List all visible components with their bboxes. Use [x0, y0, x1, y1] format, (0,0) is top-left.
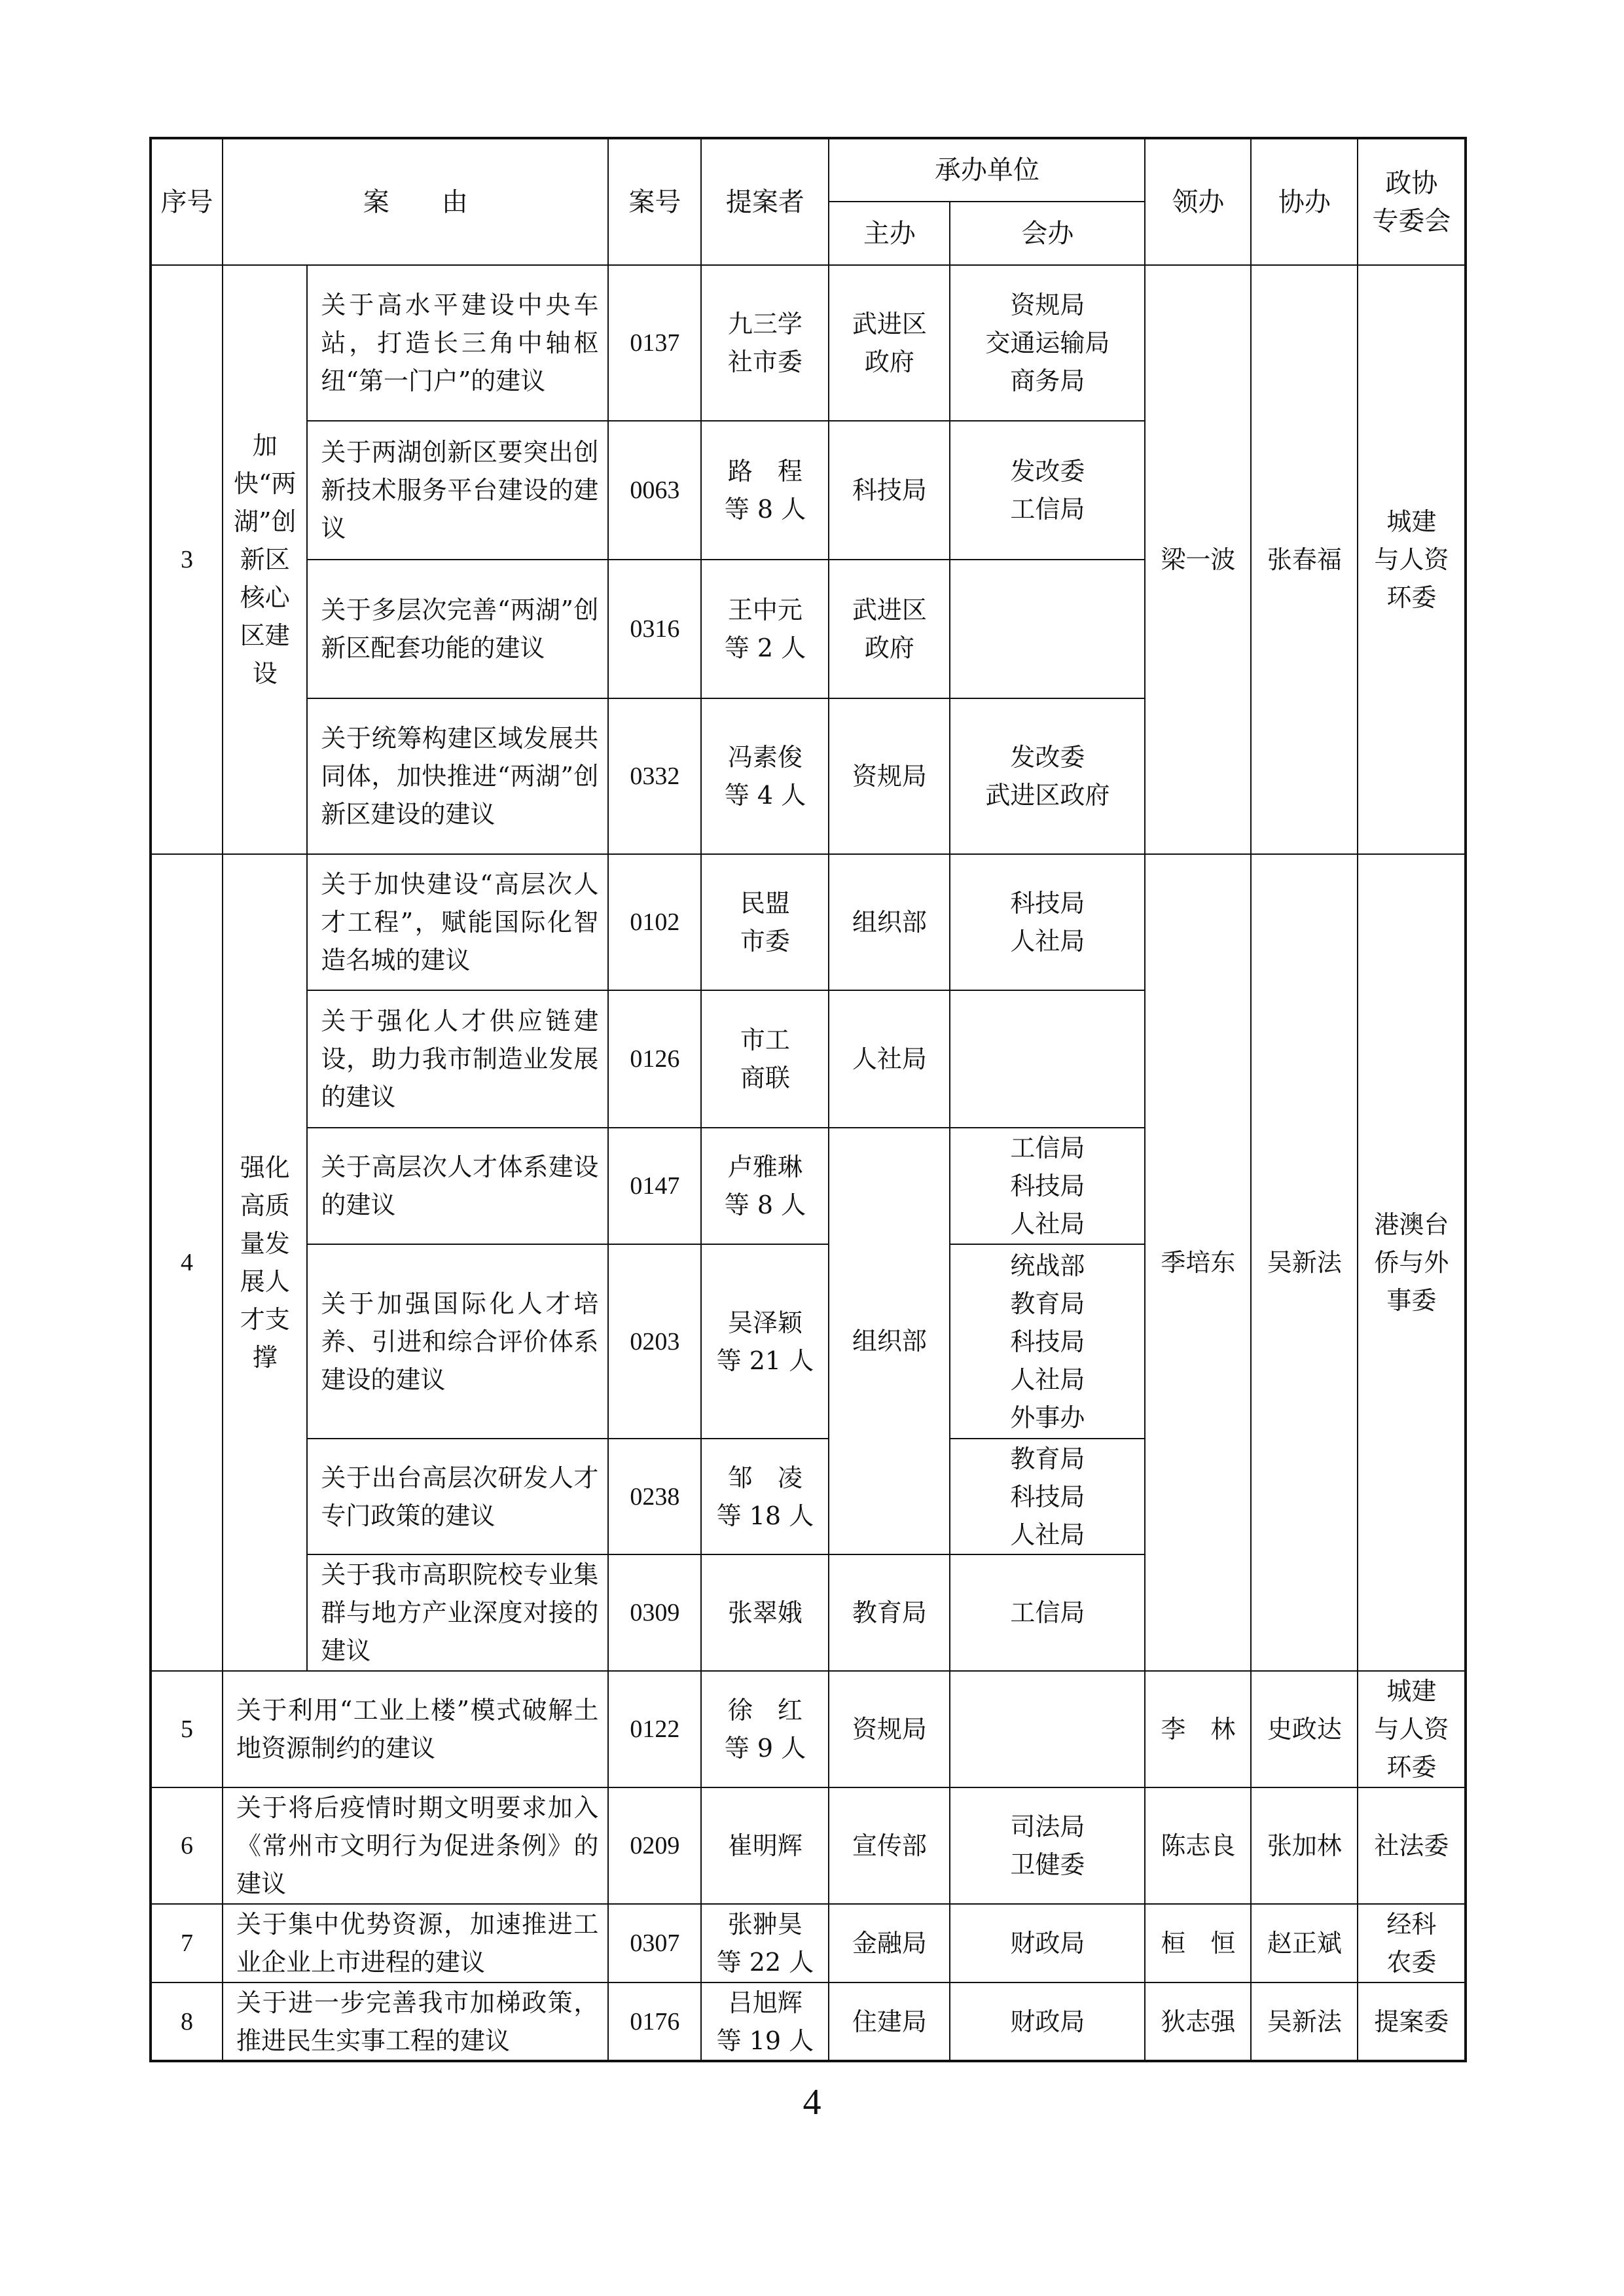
assist-unit-cell: 发改委 工信局	[950, 421, 1145, 560]
assist-unit-cell	[950, 990, 1145, 1128]
lead-cell: 狄志强	[1145, 1982, 1251, 2061]
assist-unit-cell: 科技局 人社局	[950, 854, 1145, 990]
lead-cell: 季培东	[1145, 854, 1251, 1671]
reason-cell: 关于集中优势资源，加速推进工业企业上市进程的建议	[223, 1904, 608, 1982]
lead-cell: 梁一波	[1145, 265, 1251, 854]
main-unit-cell: 武进区 政府	[829, 265, 950, 421]
committee-cell: 城建 与人资 环委	[1358, 265, 1466, 854]
assist-unit-cell: 工信局 科技局 人社局	[950, 1128, 1145, 1244]
main-unit-cell: 组织部	[829, 854, 950, 990]
main-unit-cell: 资规局	[829, 1671, 950, 1787]
assist-unit-cell: 统战部 教育局 科技局 人社局 外事办	[950, 1244, 1145, 1439]
main-unit-cell: 住建局	[829, 1982, 950, 2061]
group-seq: 3	[151, 265, 223, 854]
cohelp-cell: 吴新法	[1251, 1982, 1358, 2061]
proposer-cell: 冯素俊 等 4 人	[701, 698, 829, 854]
header-proposer: 提案者	[701, 138, 829, 265]
header-assist: 会办	[950, 202, 1145, 265]
header-units: 承办单位	[829, 138, 1145, 202]
lead-cell: 桓 恒	[1145, 1904, 1251, 1982]
committee-cell: 提案委	[1358, 1982, 1466, 2061]
reason-cell: 关于我市高职院校专业集群与地方产业深度对接的建议	[307, 1554, 608, 1671]
main-unit-cell: 组织部	[829, 1128, 950, 1554]
reason-cell: 关于加快建设“高层次人才工程”，赋能国际化智造名城的建议	[307, 854, 608, 990]
case-no-cell: 0126	[608, 990, 701, 1128]
cohelp-cell: 史政达	[1251, 1671, 1358, 1787]
proposer-cell: 路 程 等 8 人	[701, 421, 829, 560]
proposer-cell: 吴泽颖 等 21 人	[701, 1244, 829, 1439]
proposer-cell: 王中元 等 2 人	[701, 560, 829, 698]
reason-cell: 关于多层次完善“两湖”创新区配套功能的建议	[307, 560, 608, 698]
table-row	[151, 265, 1466, 421]
page-number: 4	[803, 2082, 821, 2123]
reason-cell: 关于利用“工业上楼”模式破解土地资源制约的建议	[223, 1671, 608, 1787]
case-no-cell: 0102	[608, 854, 701, 990]
header-seq: 序号	[151, 138, 223, 265]
committee-cell: 港澳台 侨与外 事委	[1358, 854, 1466, 1671]
reason-cell: 关于进一步完善我市加梯政策，推进民生实事工程的建议	[223, 1982, 608, 2061]
reason-cell: 关于统筹构建区域发展共同体，加快推进“两湖”创新区建设的建议	[307, 698, 608, 854]
lead-cell: 李 林	[1145, 1671, 1251, 1787]
reason-cell: 关于两湖创新区要突出创新技术服务平台建设的建议	[307, 421, 608, 560]
assist-unit-cell	[950, 560, 1145, 698]
cohelp-cell: 吴新法	[1251, 854, 1358, 1671]
reason-cell: 关于出台高层次研发人才专门政策的建议	[307, 1439, 608, 1554]
group-seq: 4	[151, 854, 223, 1671]
case-no-cell: 0238	[608, 1439, 701, 1554]
table-row	[151, 854, 1466, 990]
seq-cell: 6	[151, 1787, 223, 1904]
header-main: 主办	[829, 202, 950, 265]
case-no-cell: 0176	[608, 1982, 701, 2061]
seq-cell: 5	[151, 1671, 223, 1787]
seq-cell: 7	[151, 1904, 223, 1982]
committee-cell: 社法委	[1358, 1787, 1466, 1904]
proposer-cell: 邹 凌 等 18 人	[701, 1439, 829, 1554]
committee-cell: 城建 与人资 环委	[1358, 1671, 1466, 1787]
main-unit-cell: 教育局	[829, 1554, 950, 1671]
main-unit-cell: 金融局	[829, 1904, 950, 1982]
assist-unit-cell: 司法局 卫健委	[950, 1787, 1145, 1904]
reason-cell: 关于强化人才供应链建设，助力我市制造业发展的建议	[307, 990, 608, 1128]
reason-cell: 关于加强国际化人才培养、引进和综合评价体系建设的建议	[307, 1244, 608, 1439]
proposer-cell: 民盟 市委	[701, 854, 829, 990]
assist-unit-cell: 资规局 交通运输局 商务局	[950, 265, 1145, 421]
assist-unit-cell: 发改委 武进区政府	[950, 698, 1145, 854]
case-no-cell: 0309	[608, 1554, 701, 1671]
proposal-table	[149, 137, 1467, 2062]
proposer-cell: 崔明辉	[701, 1787, 829, 1904]
header-row	[151, 138, 1466, 202]
case-no-cell: 0203	[608, 1244, 701, 1439]
table-row	[151, 1982, 1466, 2061]
proposer-cell: 卢雅琳 等 8 人	[701, 1128, 829, 1244]
proposer-cell: 市工 商联	[701, 990, 829, 1128]
main-unit-cell: 资规局	[829, 698, 950, 854]
table-row	[151, 1671, 1466, 1787]
reason-cell: 关于高层次人才体系建设的建议	[307, 1128, 608, 1244]
header-case-no: 案号	[608, 138, 701, 265]
lead-cell: 陈志良	[1145, 1787, 1251, 1904]
main-unit-cell: 人社局	[829, 990, 950, 1128]
main-unit-cell: 科技局	[829, 421, 950, 560]
table-row	[151, 1904, 1466, 1982]
committee-cell: 经科 农委	[1358, 1904, 1466, 1982]
reason-cell: 关于高水平建设中央车站，打造长三角中轴枢纽“第一门户”的建议	[307, 265, 608, 421]
case-no-cell: 0332	[608, 698, 701, 854]
header-committee: 政协 专委会	[1358, 138, 1466, 265]
proposer-cell: 张翠娥	[701, 1554, 829, 1671]
reason-cell: 关于将后疫情时期文明要求加入《常州市文明行为促进条例》的建议	[223, 1787, 608, 1904]
group-topic: 加快“两湖”创新区核心区建设	[223, 265, 307, 854]
main-unit-cell: 武进区 政府	[829, 560, 950, 698]
case-no-cell: 0137	[608, 265, 701, 421]
group-topic: 强化高质量发展人才支撑	[223, 854, 307, 1671]
case-no-cell: 0147	[608, 1128, 701, 1244]
proposer-cell: 徐 红 等 9 人	[701, 1671, 829, 1787]
cohelp-cell: 张春福	[1251, 265, 1358, 854]
assist-unit-cell: 教育局 科技局 人社局	[950, 1439, 1145, 1554]
assist-unit-cell: 财政局	[950, 1982, 1145, 2061]
case-no-cell: 0316	[608, 560, 701, 698]
assist-unit-cell: 工信局	[950, 1554, 1145, 1671]
proposer-cell: 九三学 社市委	[701, 265, 829, 421]
main-unit-cell: 宣传部	[829, 1787, 950, 1904]
cohelp-cell: 赵正斌	[1251, 1904, 1358, 1982]
assist-unit-cell: 财政局	[950, 1904, 1145, 1982]
case-no-cell: 0209	[608, 1787, 701, 1904]
header-reason: 案 由	[223, 138, 608, 265]
proposer-cell: 张翀昊 等 22 人	[701, 1904, 829, 1982]
case-no-cell: 0122	[608, 1671, 701, 1787]
header-lead: 领办	[1145, 138, 1251, 265]
assist-unit-cell	[950, 1671, 1145, 1787]
case-no-cell: 0063	[608, 421, 701, 560]
cohelp-cell: 张加林	[1251, 1787, 1358, 1904]
table-row	[151, 1787, 1466, 1904]
seq-cell: 8	[151, 1982, 223, 2061]
proposer-cell: 吕旭辉 等 19 人	[701, 1982, 829, 2061]
header-cohelp: 协办	[1251, 138, 1358, 265]
case-no-cell: 0307	[608, 1904, 701, 1982]
